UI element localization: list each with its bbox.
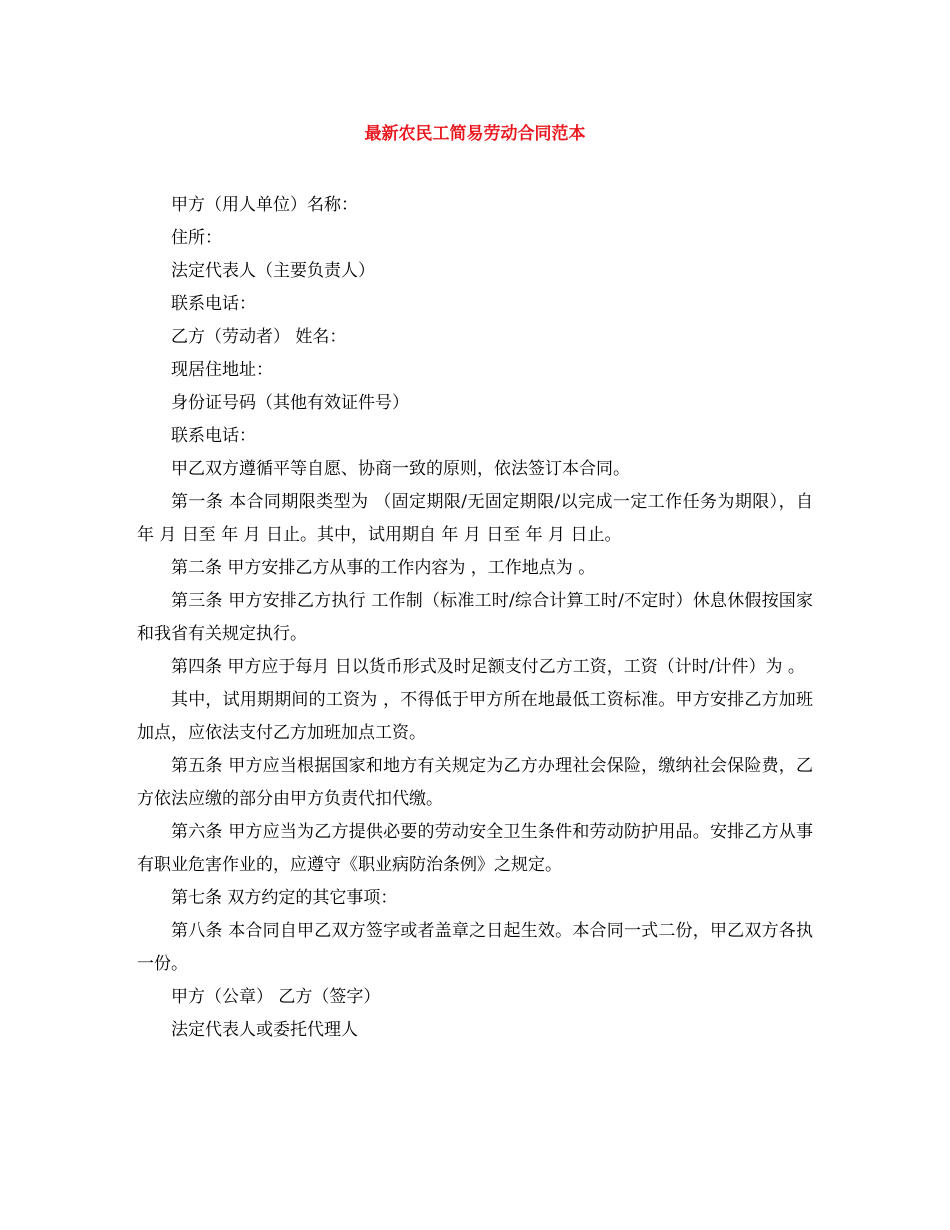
document-title: 最新农民工简易劳动合同范本 xyxy=(364,124,586,144)
article-2: 第二条 甲方安排乙方从事的工作内容为 ，工作地点为 。 xyxy=(171,558,596,578)
article-5: 第五条 甲方应当根据国家和地方有关规定为乙方办理社会保险，缴纳社会保险费，乙方依法应缴的部分由甲方负责代扣代缴。 xyxy=(137,756,813,809)
article-1: 第一条 本合同期限类型为 （固定期限/无固定期限/以完成一定工作任务为期限），自 年 月 日至 年 月 日止。其中，试用期自 年 月 日至 年 月 日止。 xyxy=(137,492,819,545)
representative-signature-line: 法定代表人或委托代理人 xyxy=(171,1020,358,1040)
legal-representative-line: 法定代表人（主要负责人） xyxy=(171,261,375,281)
article-8: 第八条 本合同自甲乙双方签字或者盖章之日起生效。本合同一式二份，甲乙双方各执一份。 xyxy=(137,921,813,974)
article-3: 第三条 甲方安排乙方执行 工作制（标准工时/综合计算工时/不定时）休息休假按国家和我省有关规定执行。 xyxy=(137,591,813,644)
party-a-address-line: 住所： xyxy=(171,228,222,248)
party-a-name-line: 甲方（用人单位）名称： xyxy=(171,195,358,215)
party-b-id-line: 身份证号码（其他有效证件号） xyxy=(171,393,409,413)
article-7: 第七条 双方约定的其它事项： xyxy=(171,888,398,908)
contract-body xyxy=(137,189,819,1047)
signature-line: 甲方（公章） 乙方（签字） xyxy=(171,987,381,1007)
party-b-name-line: 乙方（劳动者） 姓名： xyxy=(171,327,347,347)
article-6: 第六条 甲方应当为乙方提供必要的劳动安全卫生条件和劳动防护用品。安排乙方从事有职业危害作业的，应遵守《职业病防治条例》之规定。 xyxy=(137,822,813,875)
article-4-continued: 其中，试用期期间的工资为 ，不得低于甲方所在地最低工资标准。甲方安排乙方加班加点，应依法支付乙方加班加点工资。 xyxy=(137,690,813,743)
article-4: 第四条 甲方应于每月 日以货币形式及时足额支付乙方工资，工资（计时/计件）为 。 xyxy=(171,657,805,677)
preamble-paragraph: 甲乙双方遵循平等自愿、协商一致的原则，依法签订本合同。 xyxy=(171,459,630,479)
party-b-address-line: 现居住地址： xyxy=(171,360,273,380)
party-a-phone-line: 联系电话： xyxy=(171,294,256,314)
party-b-phone-line: 联系电话： xyxy=(171,426,256,446)
